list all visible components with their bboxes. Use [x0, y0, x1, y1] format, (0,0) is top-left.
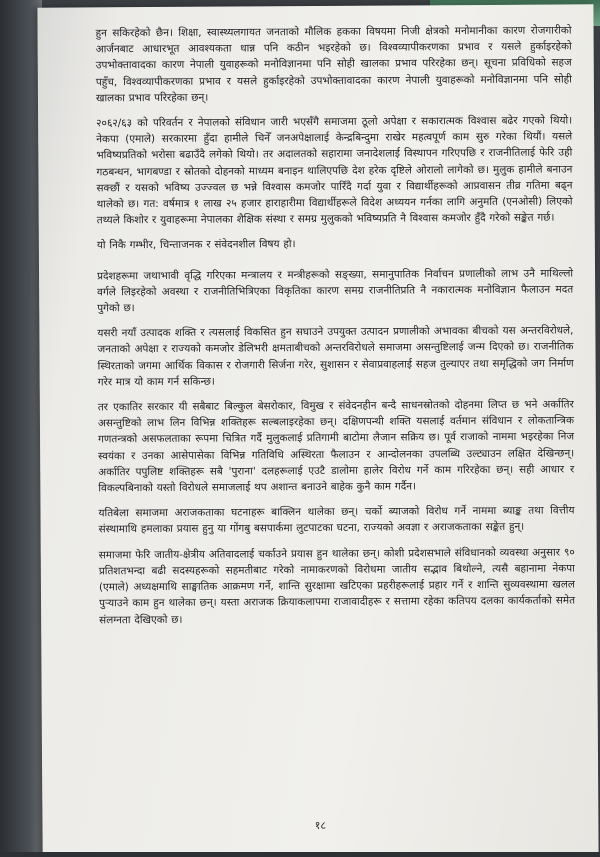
paragraph-8: समाजमा फेरि जातीय-क्षेत्रीय अतिवादलाई चर्काउने प्रयास हुन थालेका छन्। कोशी प्रदेशसभाले संविधानको व्यवस्था अनुसार ९० प्रतिशतभन्दा बढी सदस्यहरूको सहमतीबाट गरेको नामाकरणको विरोधमा जातीय सद्भाव बिथोल्ने, त्यसै बहानामा नेकपा (एमाले) अध्यक्षमाथि साङ्घातिक आक्रमण गर्ने, शान्ति सुरक्षामा खटिएका प्रहरीहरूलाई प्रहार गर्ने र शान्ति सुव्यवस्थामा खलल पुऱ्याउने काम हुन थालेका छन्। यस्ता अराजक क्रियाकलापमा राजावादीहरू र सत्तामा रहेका कतिपय दलका कार्यकर्ताको समेत संलग्नता देखिएको छ। — [98, 546, 576, 626]
paragraph-7: यतिबेला समाजमा अराजकताका घटनाहरू बाक्लिन थालेका छन्। चर्को ब्याजको विरोध गर्ने नाममा ब्याङ्क तथा वित्तीय संस्थामाथि हमलाका प्रयास हुनु या गोंगबु बसपार्कमा लुटपाटका घटना, राज्यको अवज्ञा र अराजकताका सङ्केत हुन्। — [98, 504, 575, 536]
paragraph-4: प्रदेशहरूमा जथाभावी वृद्धि गरिएका मन्त्रालय र मन्त्रीहरूको सङ्ख्या, समानुपातिक निर्वाचन प्रणालीको लाभ उनै माथिल्लो वर्गले लिइरहेको अवस्था र राजनीतिभित्रिएका विकृतिका कारण समग्र राजनीतिप्रति नै नकारात्मक मनोविज्ञान फैलाउन मदत पुगेको छ। — [97, 267, 574, 315]
document-page — [37, 4, 598, 855]
paragraph-2: २०६२/६३ को परिवर्तन र नेपालको संविधान जारी भएसँगै समाजमा ठूलो अपेक्षा र सकारात्मक विश्वास बढेर गएको थियो। नेकपा (एमाले) सरकारमा हुँदा हामीले चिनेँ जनअपेक्षालाई केन्द्रबिन्दुमा राखेर महत्वपूर्ण काम सुरु गरेका थियौं। यसले भविष्यप्रतिको भरोसा बढाउँदै लगेको थियो। तर अदालतको सहारामा जनादेशलाई विस्थापन गरिएपछि र राजनीतिलाई फेरि उही गठबन्धन, भागबण्डा र स्रोतको दोहनको माध्यम बनाइन थालिएपछि देश हरेक दृष्टिले ओरालो लागेको छ। मुलुक हामीले बनाउन सक्छौं र यसको भविष्य उज्ज्वल छ भन्ने विश्वास कमजोर पारिँदै गर्दा युवा र विद्यार्थीहरूको आप्रवासन तीव्र गतिमा बढ्न थालेको छ। गत: वर्षमात्र १ लाख २५ हजार हाराहारीमा विद्यार्थीहरूले विदेश अध्ययन गर्नका लागि अनुमति (एनओसी) लिएको तथ्यले किशोर र युवाहरूमा नेपालका शैक्षिक संस्था र समग्र मुलुकको भविष्यप्रति नै विश्वास कमजोर हुँदै गरेको सङ्केत गर्छ। — [96, 114, 573, 227]
desk-background-bottom — [0, 852, 600, 857]
paragraph-5: यसरी नयाँ उत्पादक शक्ति र त्यसलाई विकसित हुन सघाउने उपयुक्त उत्पादन प्रणालीको अभावका बीचको यस अन्तरविरोधले, जनताको अपेक्षा र राज्यको कमजोर डेलिभरी क्षमताबीचको अन्तरविरोधले समाजमा असन्तुष्टिलाई जन्म दिएको छ। राजनीतिक स्थिरताको जगमा आर्थिक विकास र रोजगारी सिर्जना गरेर, सुशासन र सेवाप्रवाहलाई सहज तुल्याएर तथा समृद्धिको जग निर्माण गरेर मात्र यो काम गर्न सकिन्छ। — [97, 324, 574, 389]
paragraph-6: तर एकातिर सरकार यी सबैबाट बिल्कुल बेसरोकार, विमुख र संवेदनहीन बन्दै साधनस्रोतको दोहनमा लिप्त छ भने अर्कातिर असन्तुष्टिको लाभ लिन विभिन्न शक्तिहरू सल्बलाइरहेका छन्। दक्षिणपन्थी शक्ति यसलाई वर्तमान संविधान र लोकतान्त्रिक गणतन्त्रको असफलताका रूपमा चित्रित गर्दै मुलुकलाई प्रतिगामी बाटोमा लैजान सक्रिय छ। पूर्व राजाको नाममा भइरहेका निज स्वयंका र उनका आसेपासेका विभिन्न गतिविधि अस्थिरता फैलाउन र आन्दोलनका उपलब्धि उल्ट्याउन लक्षित देखिन्छन्। अर्कातिर पपुलिष्ट शक्तिहरू सबै 'पुराना' दलहरूलाई एउटै डालोमा हालेर विरोध गर्ने काम गरिरहेका छन्। सही आधार र विकल्पबिनाको यस्तो विरोधले समाजलाई थप अशान्त बनाउने बाहेक कुनै काम गर्दैन। — [97, 398, 575, 495]
page-content — [96, 22, 576, 637]
desk-background-left — [0, 0, 42, 857]
page-number: १८ — [314, 818, 327, 833]
paragraph-3: यो निकै गम्भीर, चिन्ताजनक र संवेदनशील विषय हो। — [96, 238, 296, 252]
paragraph-1: हुन सकिरहेको छैन। शिक्षा, स्वास्थ्यलगायत जनताको मौलिक हकका विषयमा निजी क्षेत्रको मनोमानीका कारण रोजगारीको आर्जनबाट आधारभूत आवश्यकता धान्न पनि कठीन भइरहेको छ। विश्वव्यापीकरणका प्रभाव र यसले हुर्काइरहेको उपभोक्तावादका कारण नेपाली युवाहरूको मनोविज्ञानमा पनि सोही खालका प्रभाव परिरहेका छन्। सूचना प्रविधिको सहज पहुँच, विश्वव्यापीकरणका प्रभाव र यसले हुर्काइरहेको उपभोक्तावादका कारण नेपाली युवाहरूको मनोविज्ञानमा पनि सोही खालका प्रभाव परिरहेका छन्। — [95, 24, 572, 105]
